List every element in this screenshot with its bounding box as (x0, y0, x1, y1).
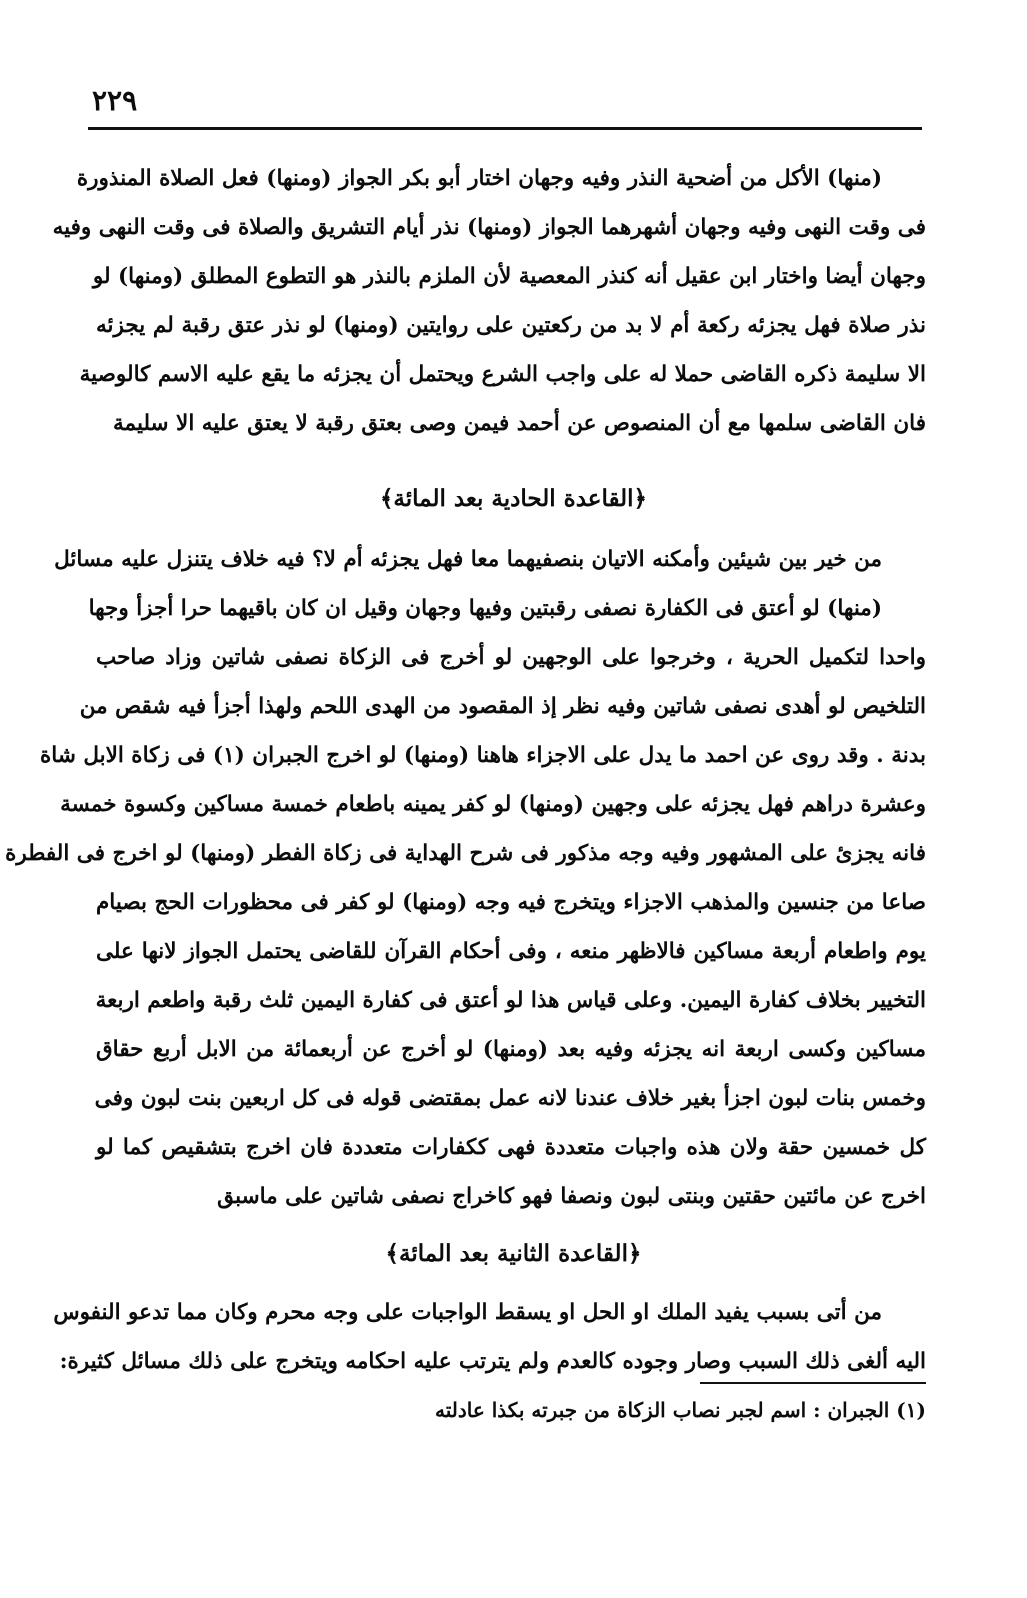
text-line: كل خمسين حقة ولان هذه واجبات متعددة فهى ككفارات متعددة فان اخرج بتشقيص كما لو (96, 1135, 926, 1160)
text-line: وجهان أيضا واختار ابن عقيل أنه كنذر المعصية لأن الملزم بالنذر هو التطوع المطلق (ومنها) لو (92, 264, 926, 289)
text-line: (منها) لو أعتق فى الكفارة نصفى رقبتين وفيها وجهان وقيل ان كان باقيهما حرا أجزأ وجها (88, 596, 882, 621)
text-line: فانه يجزئ على المشهور وفيه وجه مذكور فى شرح الهداية فى زكاة الفطر (ومنها) لو اخرج فى الفطرة (5, 841, 926, 866)
section-heading-102: ﴿القاعدة الثانية بعد المائة﴾ (385, 1240, 642, 1267)
text-line: اخرج عن مائتين حقتين وبنتى لبون ونصفا فهو كاخراج نصفى شاتين على ماسبق (217, 1184, 926, 1209)
text-line: وعشرة دراهم فهل يجزئه على وجهين (ومنها) لو كفر يمينه باطعام خمسة مساكين وكسوة خمسة (60, 792, 926, 817)
text-line: فى وقت النهى وفيه وجهان أشهرهما الجواز (ومنها) نذر أيام التشريق والصلاة فى وقت النهى وفيه (52, 215, 926, 240)
footnote: (١) الجبران : اسم لجبر نصاب الزكاة من جبرته بكذا عادلته (435, 1398, 926, 1422)
text-line: مساكين وكسى اربعة انه يجزئه وفيه بعد (ومنها) لو أخرج عن أربعمائة من الابل أربع حقاق (96, 1037, 926, 1062)
text-line: الا سليمة ذكره القاضى حملا له على واجب الشرع ويحتمل أن يجزئه ما يقع عليه الاسم كالوصية (79, 362, 926, 387)
text-line: وخمس بنات لبون اجزأ بغير خلاف عندنا لانه عمل بمقتضى قوله فى كل اربعين بنت لبون وفى (94, 1086, 926, 1111)
footnote-rule (700, 1382, 926, 1384)
text-line: من خير بين شيئين وأمكنه الاتيان بنصفيهما معا فهل يجزئه أم لا؟ فيه خلاف يتنزل عليه مسائل (54, 547, 882, 572)
text-line: من أتى بسبب يفيد الملك او الحل او يسقط الواجبات على وجه محرم وكان مما تدعو النفوس (53, 1300, 882, 1325)
text-line: اليه ألغى ذلك السبب وصار وجوده كالعدم ولم يترتب عليه احكامه ويتخرج على ذلك مسائل كثيرة: (59, 1349, 926, 1374)
text-line: التخيير بخلاف كفارة اليمين. وعلى قياس هذا لو أعتق فى كفارة اليمين ثلث رقبة واطعم اربعة (95, 988, 926, 1013)
header-rule (88, 127, 922, 130)
text-line: واحدا لتكميل الحرية ، وخرجوا على الوجهين لو أخرج فى الزكاة نصفى شاتين وزاد صاحب (96, 645, 926, 670)
page-number: ٢٢٩ (92, 84, 138, 117)
section-heading-101: ﴿القاعدة الحادية بعد المائة﴾ (379, 485, 648, 512)
text-line: فان القاضى سلمها مع أن المنصوص عن أحمد فيمن وصى بعتق رقبة لا يعتق عليه الا سليمة (113, 411, 926, 436)
text-line: يوم واطعام أربعة مساكين فالاظهر منعه ، وفى أحكام القرآن للقاضى يحتمل الجواز لانها على (96, 939, 926, 964)
text-line: التلخيص لو أهدى نصفى شاتين وفيه نظر إذ المقصود من الهدى اللحم ولهذا أجزأ فيه شقص من (79, 694, 926, 719)
text-line: صاعا من جنسين والمذهب الاجزاء ويتخرج فيه وجه (ومنها) لو كفر فى محظورات الحج بصيام (96, 890, 926, 915)
text-line: نذر صلاة فهل يجزئه ركعة أم لا بد من ركعتين على روايتين (ومنها) لو نذر عتق رقبة لم يجزئه (96, 313, 926, 338)
section-1-text (52, 154, 926, 448)
section-3-text (53, 1288, 926, 1386)
text-line: بدنة . وقد روى عن احمد ما يدل على الاجزاء هاهنا (ومنها) لو اخرج الجبران (١) فى زكاة الابل شاة (40, 743, 926, 768)
section-2-text (5, 535, 926, 1221)
text-line: (منها) الأكل من أضحية النذر وفيه وجهان اختار أبو بكر الجواز (ومنها) فعل الصلاة المنذورة (76, 166, 882, 191)
